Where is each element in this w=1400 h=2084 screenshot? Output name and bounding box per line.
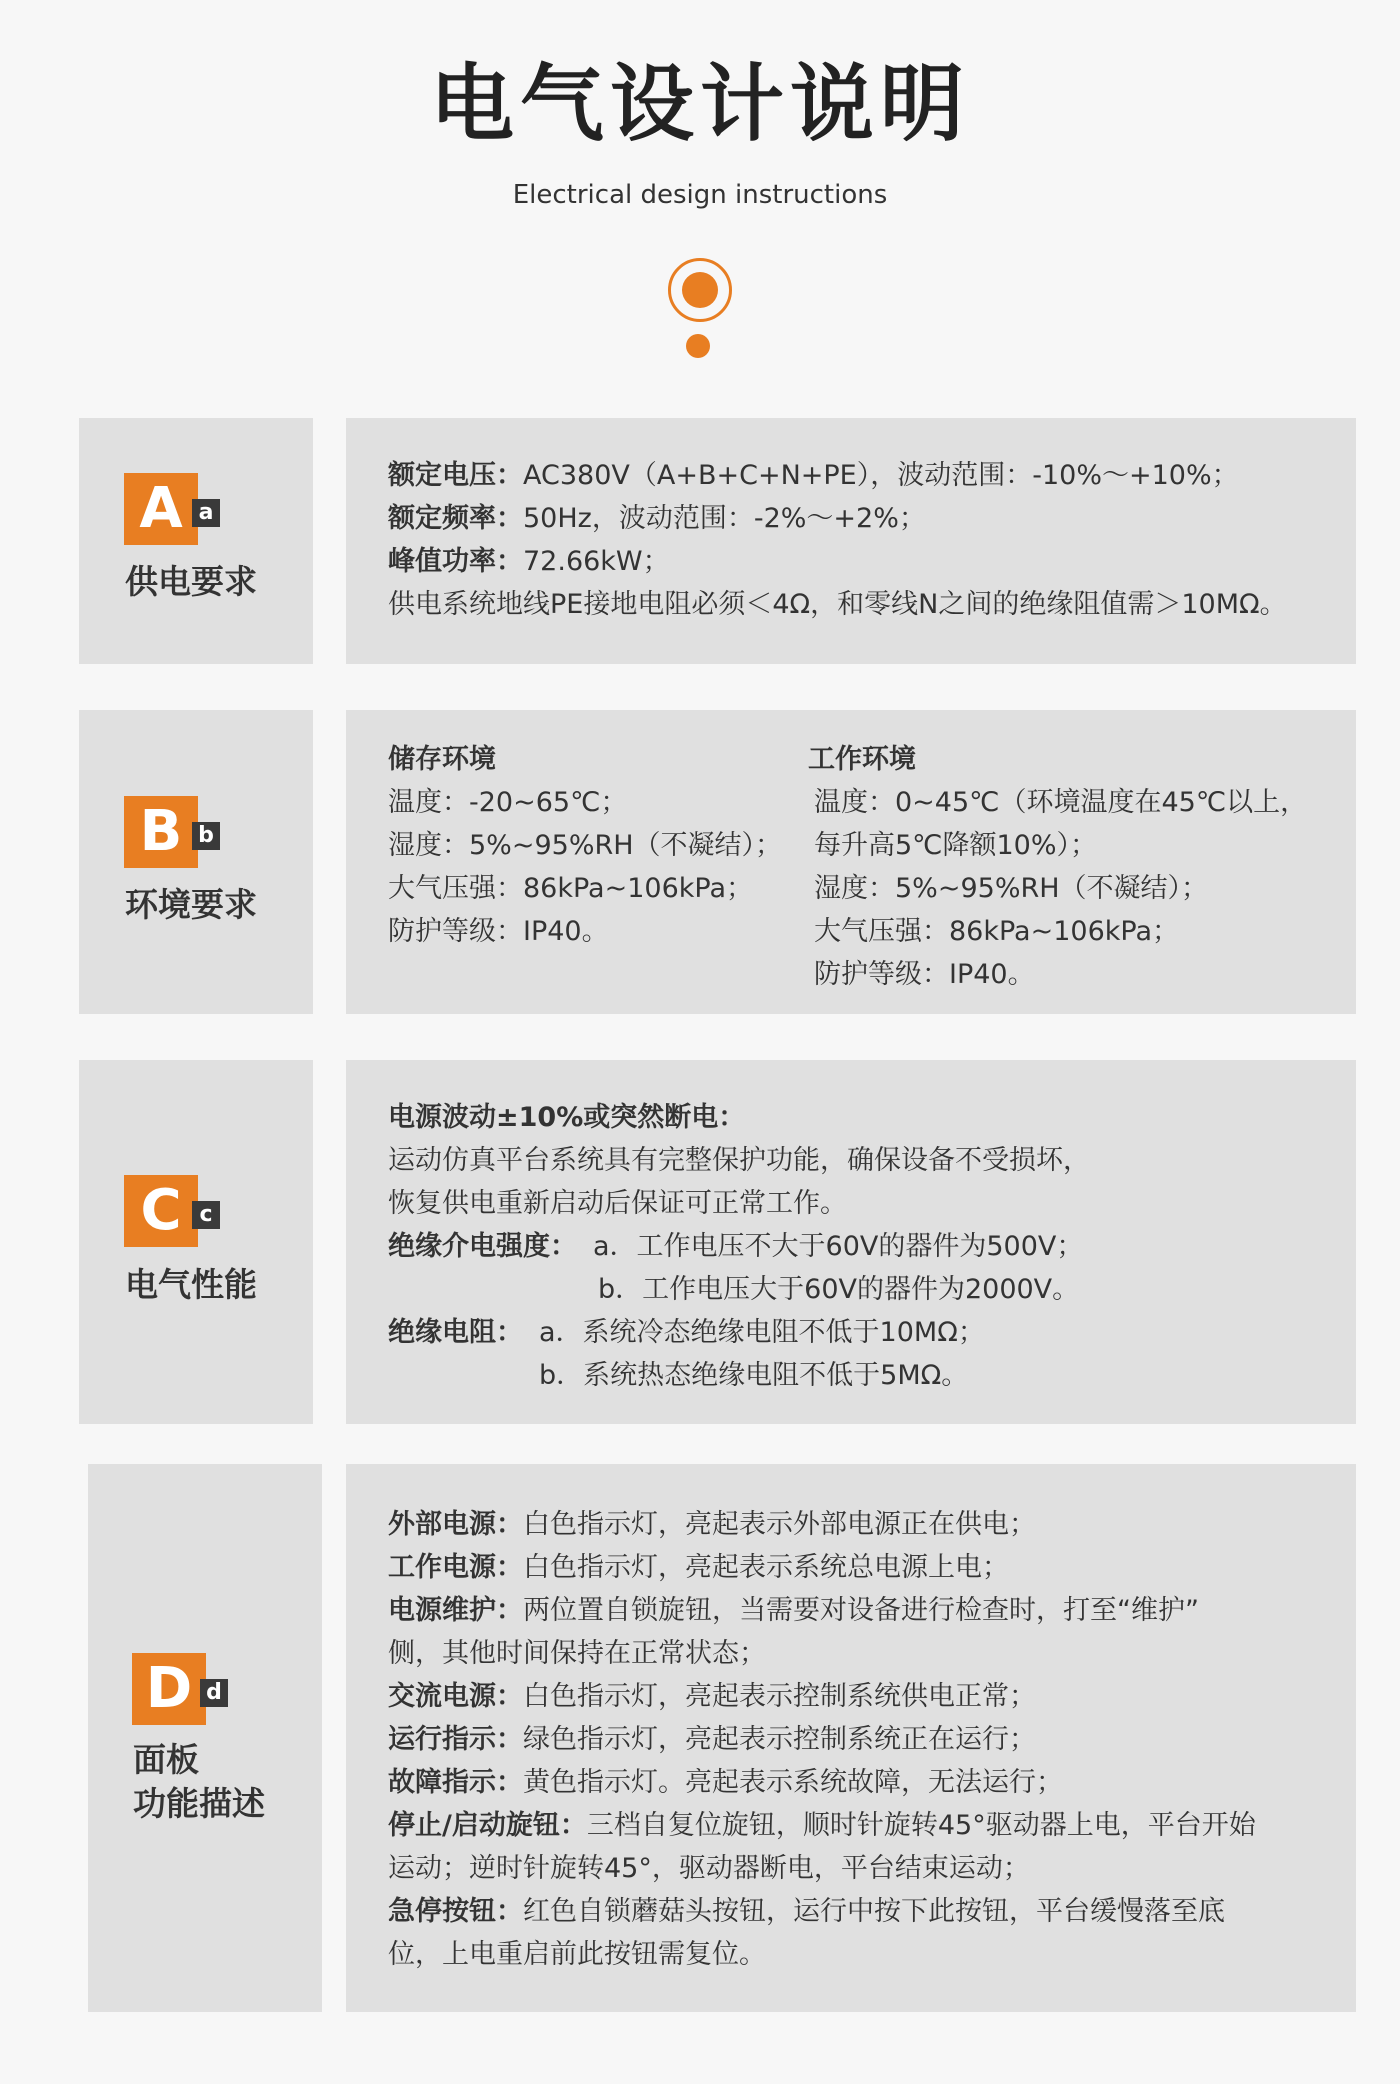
storage-heading: 储存环境 — [388, 744, 496, 775]
working-line-5: 防护等级：IP40。 — [814, 959, 1035, 990]
section-d-badge: D — [132, 1653, 206, 1725]
section-c-badge: C — [124, 1175, 198, 1247]
section-d-small-badge: d — [200, 1679, 228, 1707]
section-d-line-9: 运动；逆时针旋转45°，驱动器断电，平台结束运动； — [388, 1853, 1030, 1884]
section-a-badge: A — [124, 473, 198, 545]
section-c-small-badge: c — [192, 1201, 220, 1229]
section-a-line-3: 峰值功率：72.66kW； — [388, 546, 670, 577]
section-b-name: 环境要求 — [125, 885, 257, 924]
decorative-small-dot-icon — [686, 334, 710, 358]
storage-line-4: 防护等级：IP40。 — [388, 916, 609, 947]
section-c-line-6: 绝缘电阻： a．系统冷态绝缘电阻不低于10MΩ； — [388, 1317, 985, 1348]
page-subtitle: Electrical design instructions — [512, 180, 888, 210]
section-c-content-panel — [346, 1060, 1356, 1424]
section-b-content-panel — [346, 710, 1356, 1014]
working-line-2: 每升高5℃降额10%）； — [814, 830, 1098, 861]
section-c-line-7: b．系统热态绝缘电阻不低于5MΩ。 — [539, 1360, 969, 1391]
working-line-3: 湿度：5%~95%RH（不凝结）； — [814, 873, 1209, 904]
section-d-line-1: 外部电源：白色指示灯，亮起表示外部电源正在供电； — [388, 1509, 1036, 1540]
storage-line-1: 温度：-20~65℃； — [388, 787, 628, 818]
section-d-line-8: 停止/启动旋钮：三档自复位旋钮，顺时针旋转45°驱动器上电，平台开始 — [388, 1810, 1256, 1841]
section-d-line-10: 急停按钮：红色自锁蘑菇头按钮，运行中按下此按钮，平台缓慢落至底 — [388, 1896, 1225, 1927]
section-d-line-6: 运行指示：绿色指示灯，亮起表示控制系统正在运行； — [388, 1724, 1036, 1755]
section-b-small-badge: b — [192, 822, 220, 850]
section-c-label-panel — [79, 1060, 313, 1424]
storage-line-3: 大气压强：86kPa~106kPa； — [388, 873, 754, 904]
section-d-line-5: 交流电源：白色指示灯，亮起表示控制系统供电正常； — [388, 1681, 1036, 1712]
section-d-name-line-1: 面板 — [133, 1740, 199, 1779]
section-d-content-panel — [346, 1464, 1356, 2012]
section-c-line-5: b．工作电压大于60V的器件为2000V。 — [598, 1274, 1080, 1305]
section-c-line-1: 电源波动±10%或突然断电： — [388, 1102, 746, 1133]
section-d-line-4: 侧，其他时间保持在正常状态； — [388, 1638, 766, 1669]
section-a-line-4: 供电系统地线PE接地电阻必须＜4Ω，和零线N之间的绝缘阻值需＞10MΩ。 — [388, 589, 1287, 620]
section-a-small-badge: a — [192, 499, 220, 527]
section-c-line-4: 绝缘介电强度： a．工作电压不大于60V的器件为500V； — [388, 1231, 1084, 1262]
section-c-line-2: 运动仿真平台系统具有完整保护功能，确保设备不受损坏， — [388, 1145, 1090, 1176]
section-a-content-panel — [346, 418, 1356, 664]
section-d-line-2: 工作电源：白色指示灯，亮起表示系统总电源上电； — [388, 1552, 1009, 1583]
working-heading: 工作环境 — [808, 744, 916, 775]
section-d-line-3: 电源维护：两位置自锁旋钮，当需要对设备进行检查时，打至“维护” — [388, 1595, 1199, 1626]
section-c-line-3: 恢复供电重新启动后保证可正常工作。 — [388, 1188, 847, 1219]
section-a-line-2: 额定频率：50Hz，波动范围：-2%～+2%； — [388, 503, 926, 534]
section-c-name: 电气性能 — [125, 1265, 257, 1304]
section-d-line-7: 故障指示：黄色指示灯。亮起表示系统故障，无法运行； — [388, 1767, 1063, 1798]
section-b-badge: B — [124, 796, 198, 868]
working-line-1: 温度：0~45℃（环境温度在45℃以上， — [814, 787, 1308, 818]
decorative-ring-icon — [668, 258, 732, 322]
section-d-name-line-2: 功能描述 — [133, 1784, 265, 1823]
page-title: 电气设计说明 — [429, 55, 970, 153]
storage-line-2: 湿度：5%~95%RH（不凝结）； — [388, 830, 783, 861]
section-a-name: 供电要求 — [125, 562, 257, 601]
section-d-label-panel — [88, 1464, 322, 2012]
section-d-line-11: 位，上电重启前此按钮需复位。 — [388, 1939, 766, 1970]
section-b-label-panel — [79, 710, 313, 1014]
section-a-label-panel — [79, 418, 313, 664]
decorative-dot-icon — [682, 272, 718, 308]
working-line-4: 大气压强：86kPa~106kPa； — [814, 916, 1180, 947]
section-a-line-1: 额定电压：AC380V（A+B+C+N+PE），波动范围：-10%～+10%； — [388, 460, 1239, 491]
